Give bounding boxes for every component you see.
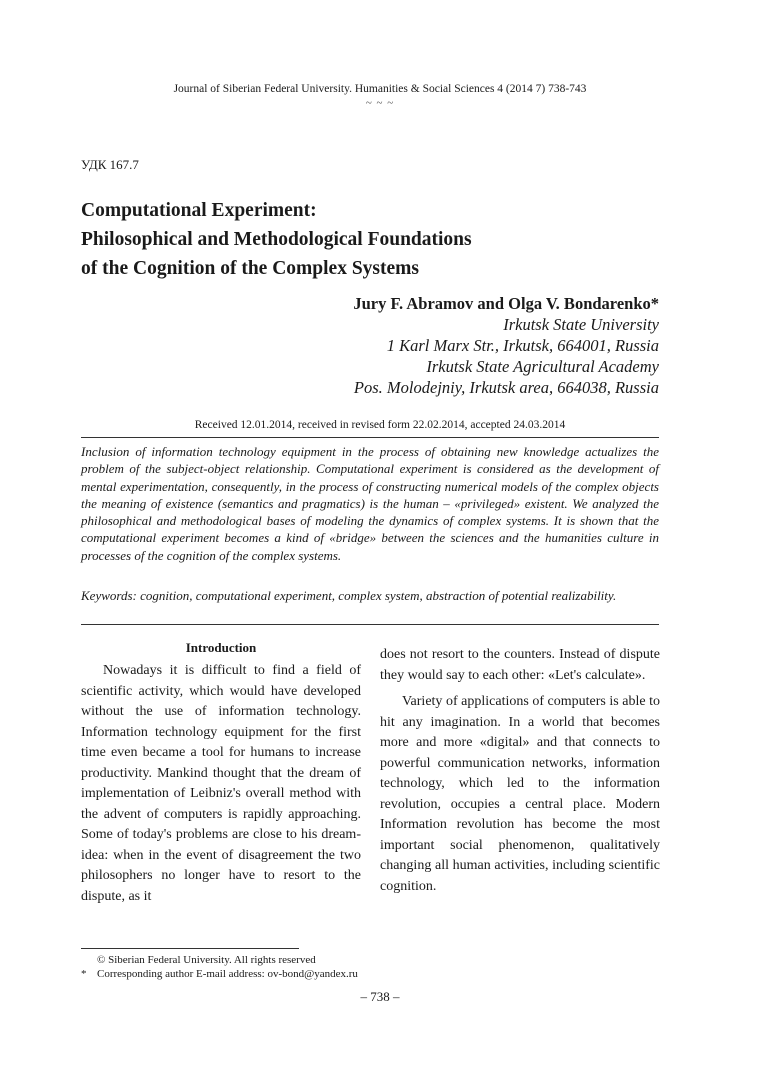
- received-dates: Received 12.01.2014, received in revised form 22.02.2014, accepted 24.03.2014: [194, 419, 566, 431]
- body-column-right: [380, 645, 660, 897]
- footnote-text: Corresponding author E-mail address: ov-bond@yandex.ru: [97, 968, 358, 980]
- page-number: – 738 –: [360, 989, 400, 1004]
- affiliation-1: Irkutsk State University: [503, 315, 659, 334]
- title-line-1: Computational Experiment:: [81, 200, 317, 221]
- journal-header: Journal of Siberian Federal University. Humanities & Social Sciences 4 (2014 7) 738-743: [173, 83, 587, 95]
- body-paragraph: Variety of applications of computers is able to hit any imagination. In a world that becomes more and more «digital» and that connects to powerful communication networks, information technology, which led to the information revolution, occupies a central place. Modern Information revolution has become the most important social phenomenon, qualitatively changing all human activities, including scientific cognition.: [380, 694, 660, 894]
- footnote-rule: [81, 948, 299, 949]
- affiliation-3: Irkutsk State Agricultural Academy: [426, 357, 659, 376]
- affiliation-4: Pos. Molodejniy, Irkutsk area, 664038, Russia: [353, 378, 659, 397]
- header-ornament: ~ ~ ~: [365, 97, 395, 109]
- abstract-top-rule: [81, 437, 659, 438]
- udk-code: УДК 167.7: [81, 157, 139, 172]
- body-paragraph: Nowadays it is difficult to find a field of scientific activity, which would have developed without the use of information technology. Information technology equipment for the first time even became a tool for humans to increase productivity. Mankind thought that the dream of implementation of Leibniz's overall method with the advent of computers is rapidly approaching. Some of today's problems are close to his dream-idea: when in the event of disagreement the two philosophers no longer have to resort to the dispute, as it: [81, 663, 361, 904]
- title-line-3: of the Cognition of the Complex Systems: [81, 258, 419, 279]
- affiliation-2: 1 Karl Marx Str., Irkutsk, 664001, Russia: [386, 336, 659, 355]
- footnote-corresponding: [81, 967, 358, 981]
- body-column-left: [81, 661, 361, 907]
- body-paragraph: does not resort to the counters. Instead of dispute they would say to each other: «Let's calculate».: [380, 647, 660, 683]
- footnote-mark: *: [81, 968, 87, 980]
- author-block: [353, 293, 659, 398]
- abstract: Inclusion of information technology equipment in the process of obtaining new knowledge actualizes the problem of the subject-object relationship. Computational experiment is considered as the development of mental experimentation, consequently, in the process of constructing numerical models of the complex objects the meaning of existence (semantics and pragmatics) is the human – «privileged» existent. We analyzed the philosophical and methodological bases of modeling the dynamics of complex systems. It is shown that the computational experiment becomes a kind of «bridge» between the sciences and the humanities culture in processes of the cognition of the complex systems.: [81, 444, 659, 563]
- section-heading-introduction: Introduction: [185, 640, 257, 655]
- author-names: Jury F. Abramov and Olga V. Bondarenko*: [353, 294, 659, 313]
- paper-title: [81, 196, 472, 283]
- footnote-text: © Siberian Federal University. All rights reserved: [97, 954, 316, 966]
- keywords: Keywords: cognition, computational experiment, complex system, abstraction of potential realizability.: [81, 588, 617, 603]
- abstract-bottom-rule: [81, 624, 659, 625]
- footnote-copyright: [81, 953, 316, 967]
- title-line-2: Philosophical and Methodological Foundations: [81, 229, 472, 250]
